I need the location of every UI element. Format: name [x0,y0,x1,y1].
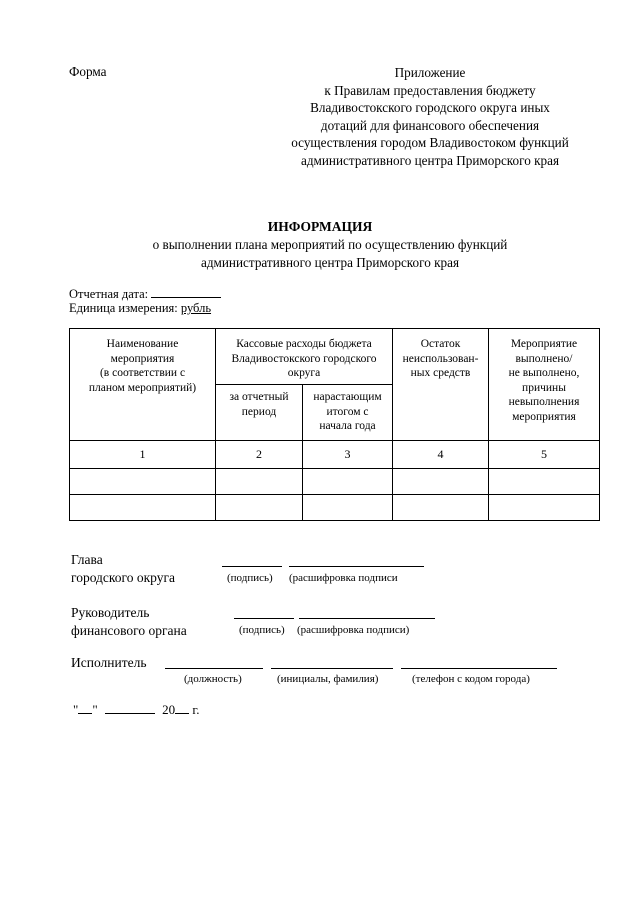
subtitle-line: о выполнении плана мероприятий по осуществлению функций [152,237,508,252]
column-number: 1 [70,441,216,469]
appendix-line: к Правилам предоставления бюджету [324,82,536,98]
header-line: итогом с [326,405,369,418]
executor-position-line[interactable] [165,668,263,669]
col23-header [216,329,393,385]
title-line: Руководитель [71,605,150,620]
table-row [70,469,600,495]
header-line: неиспользован- [402,352,479,365]
document-title: ИНФОРМАЦИЯ [267,219,373,234]
col5-header [489,329,600,441]
document-subtitle [60,236,600,271]
appendix-line: Приложение [394,65,466,80]
head-name-line[interactable] [289,566,424,567]
header-line: причины [522,381,566,394]
appendix-line: административного центра Приморского края [300,152,560,168]
table-cell[interactable] [303,469,393,495]
date-line [73,702,200,718]
year-prefix: 20 [162,702,176,717]
table-cell[interactable] [489,495,600,521]
header-line: Остаток [420,338,461,350]
column-number: 5 [489,441,600,469]
table-cell[interactable] [303,495,393,521]
header-line: округа [287,367,321,379]
header-line: невыполнения [508,396,580,408]
table-cell[interactable] [70,469,216,495]
col3-subheader [303,385,393,441]
header-line: за отчетный [229,391,289,403]
close-quote: " [92,702,98,717]
table-cell[interactable] [393,469,489,495]
header-line: нарастающим [313,391,382,403]
report-table [69,328,600,521]
header-line: мероприятия [512,410,576,423]
table-cell[interactable] [489,469,600,495]
executor-position-caption: (должность) [184,673,242,685]
title-line: финансового органа [71,623,187,638]
header-line: (в соответствии с [99,367,186,379]
month-field[interactable] [105,702,155,714]
unit-row [69,301,211,316]
appendix-line: осуществления городом Владивостоком функций [291,135,569,150]
column-number: 2 [216,441,303,469]
header-line: ных средств [410,367,471,379]
table-row [70,495,600,521]
appendix-line: дотаций для финансового обеспечения [320,117,540,133]
executor-phone-line[interactable] [401,668,557,669]
day-field[interactable] [78,702,92,714]
title-line: городского округа [71,570,176,585]
column-number: 3 [303,441,393,469]
col1-header [70,329,216,441]
finance-title [71,604,187,640]
header-line: не выполнено, [508,367,580,379]
form-label: Форма [69,64,107,79]
header-line: мероприятия [110,352,175,365]
table-cell[interactable] [216,495,303,521]
finance-sign-caption: (подпись) [239,624,285,636]
col2-subheader [216,385,303,441]
open-quote: " [73,702,79,717]
report-date-field[interactable] [151,286,221,298]
header-line: период [241,405,277,418]
unit-value: рубль [180,301,212,315]
finance-signature-line[interactable] [234,618,294,619]
appendix-line: Владивостокского городского округа иных [310,100,550,115]
header-line: начала года [319,420,376,432]
col4-header [393,329,489,441]
finance-name-caption: (расшифровка подписи) [297,624,410,636]
finance-name-line[interactable] [299,618,435,619]
table-cell[interactable] [393,495,489,521]
title-line: Глава [71,552,103,567]
head-signature-line[interactable] [222,566,282,567]
column-number: 4 [393,441,489,469]
executor-name-caption: (инициалы, фамилия) [277,673,379,685]
head-name-caption: (расшифровка подписи [289,572,398,584]
appendix-block [255,64,605,169]
subtitle-line: административного центра Приморского края [200,254,460,270]
executor-label: Исполнитель [71,655,147,670]
executor-phone-caption: (телефон с кодом города) [412,673,530,685]
header-line: планом мероприятий) [88,381,197,394]
report-date-row [69,286,221,302]
head-title [71,551,175,587]
header-line: Наименование [106,338,179,350]
header-line: Кассовые расходы бюджета [236,338,372,350]
header-line: Владивостокского городского [231,352,377,365]
executor-name-line[interactable] [271,668,393,669]
unit-label: Единица измерения: [69,301,178,315]
head-sign-caption: (подпись) [227,572,273,584]
table-cell[interactable] [216,469,303,495]
year-field[interactable] [175,702,189,714]
year-suffix: г. [192,702,200,717]
header-line: выполнено/ [515,352,573,365]
report-date-label: Отчетная дата: [69,287,149,301]
header-line: Мероприятие [510,338,578,350]
table-cell[interactable] [70,495,216,521]
